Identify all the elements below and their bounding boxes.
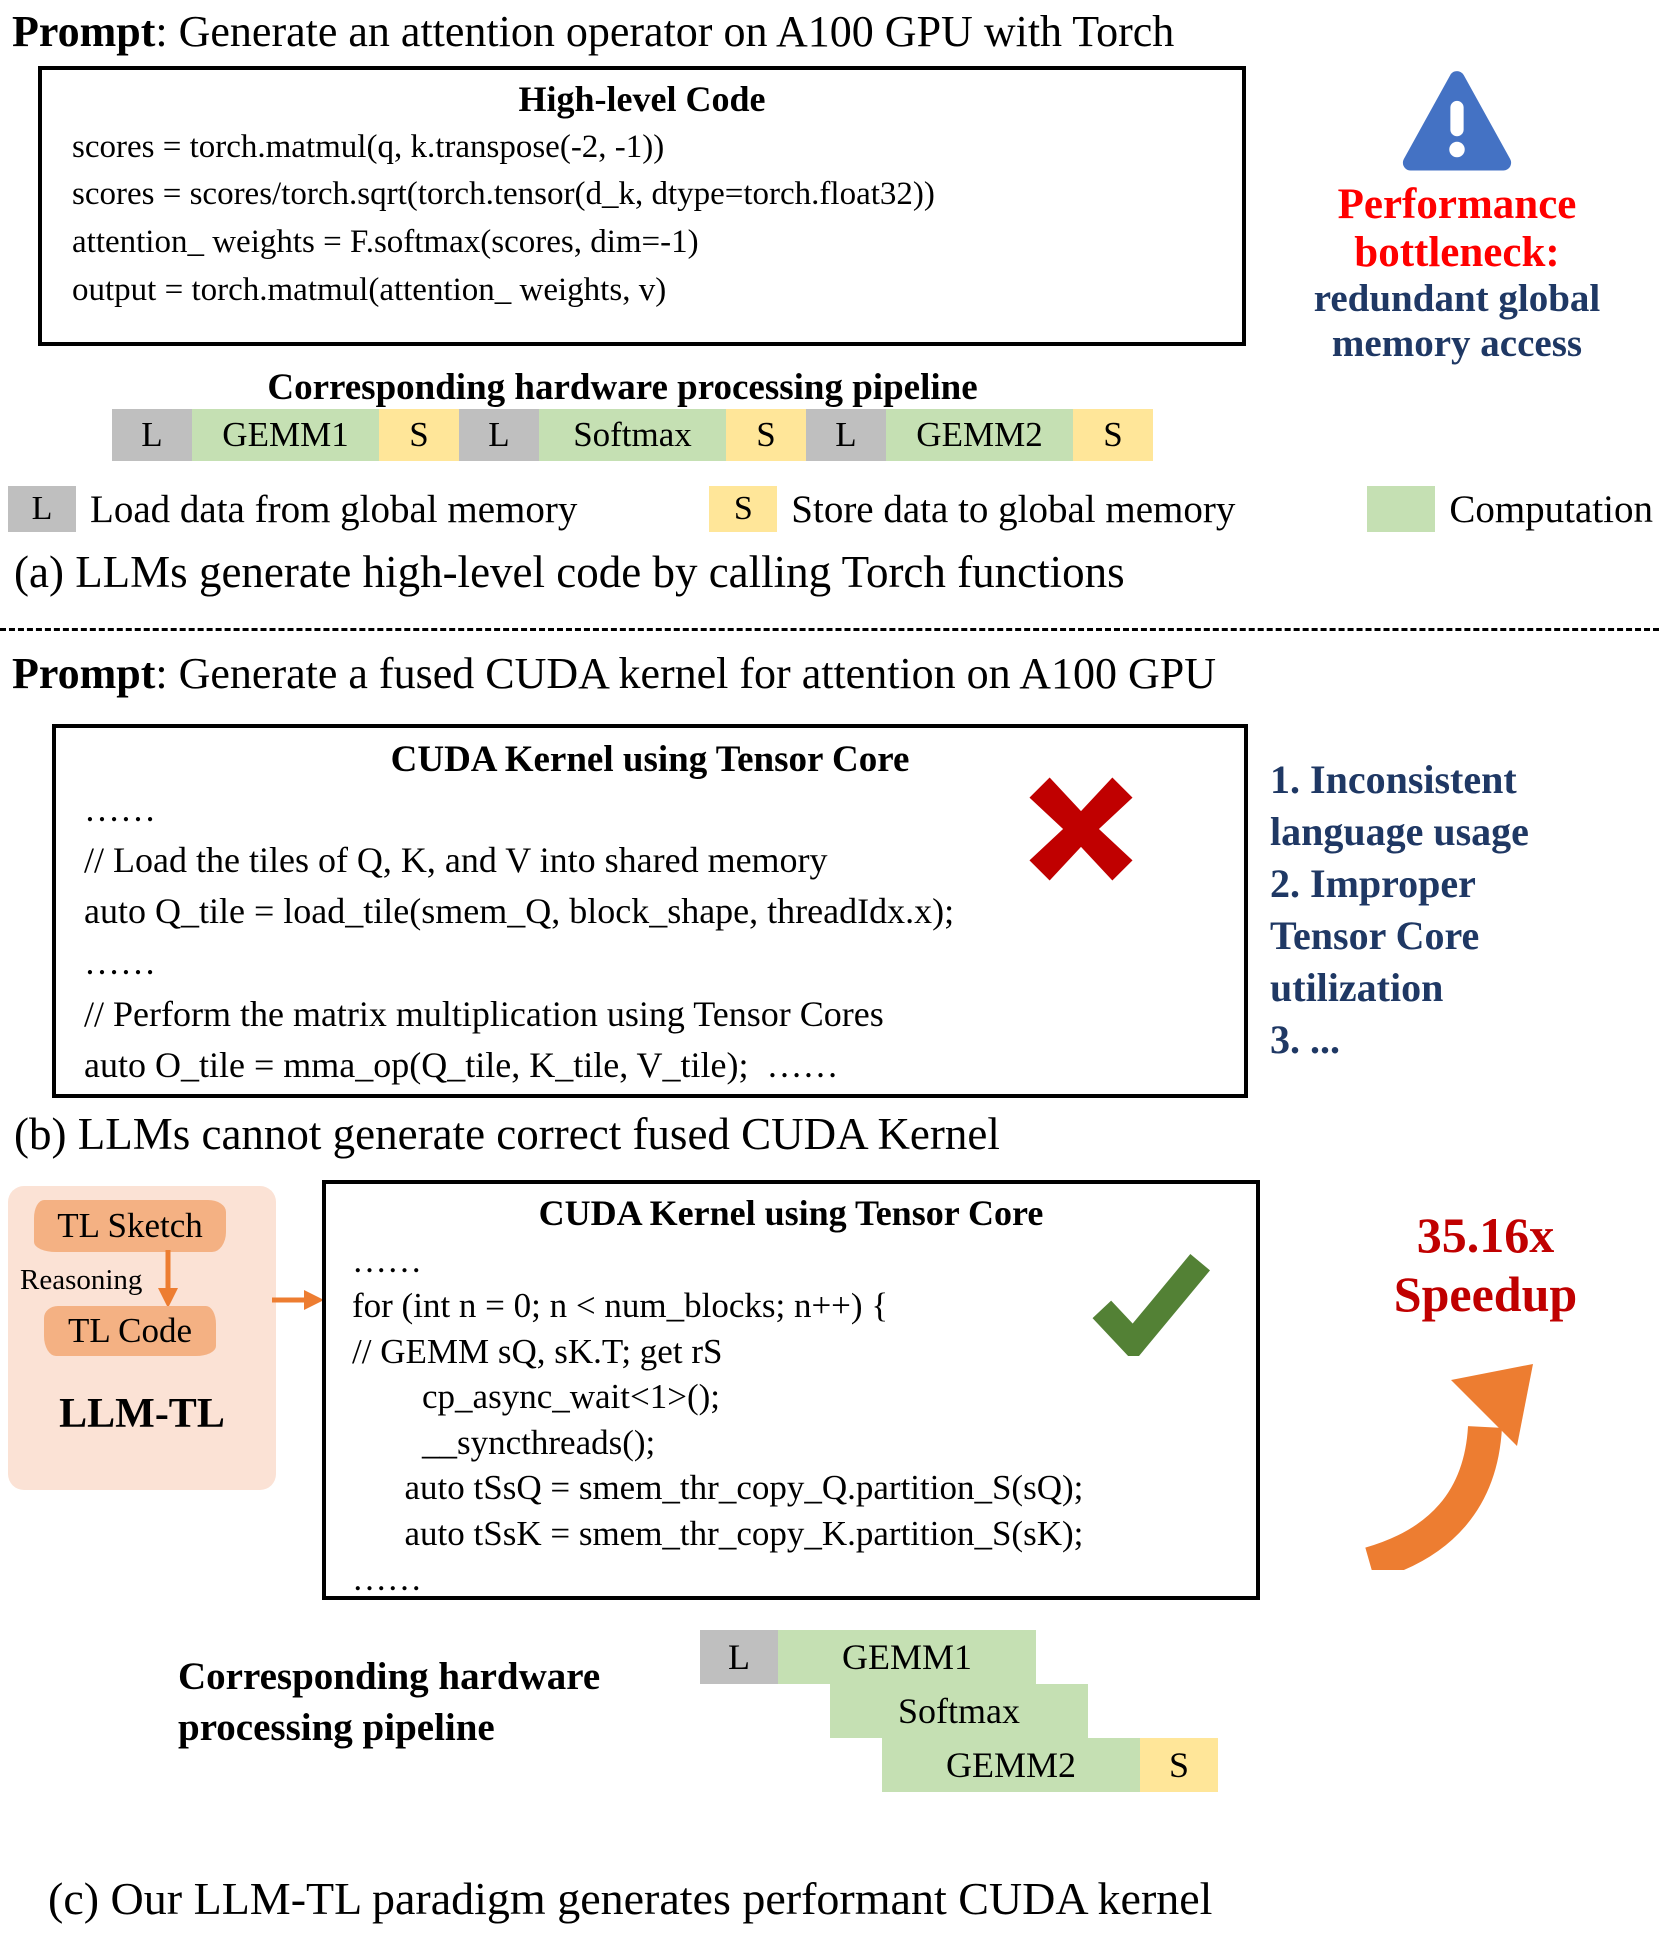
pipeline-legend (8, 486, 1653, 532)
code-line: auto tSsK = smem_thr_copy_K.partition_S(sK); (352, 1513, 1084, 1553)
code-line: // GEMM sQ, sK.T; get rS (352, 1331, 723, 1371)
pipeline-segment: S (726, 409, 806, 461)
code-line: cp_async_wait<1>(); (352, 1377, 720, 1417)
prompt-b-label: Prompt (12, 649, 156, 698)
code-line: auto O_tile = mma_op(Q_tile, K_tile, V_tile); …… (84, 1044, 839, 1085)
pipeline-segment: S (1073, 409, 1153, 461)
legend-load-label: Load data from global memory (90, 487, 578, 531)
warning-subtitle-line: memory access (1331, 321, 1583, 365)
warning-subtitle-line: redundant global (1313, 277, 1601, 321)
prompt-a (12, 6, 1174, 57)
prompt-b-text: : Generate a fused CUDA kernel for attention on A100 GPU (155, 649, 1217, 698)
pipeline-segment: L (700, 1630, 778, 1684)
speedup-word: Speedup (1393, 1266, 1578, 1322)
section-divider (0, 628, 1659, 631)
issue-line: 1. Inconsistent (1270, 757, 1517, 802)
code-line: …… (84, 789, 156, 830)
kernel-issues-list (1270, 754, 1658, 1066)
code-line: …… (352, 1240, 422, 1280)
tl-sketch-label: TL Sketch (34, 1200, 226, 1252)
speedup-annotation (1318, 1206, 1653, 1324)
speedup-value: 35.16x (1416, 1207, 1555, 1263)
llm-tl-panel (8, 1186, 276, 1490)
caption-c: (c) Our LLM-TL paradigm generates performant CUDA kernel (48, 1873, 1213, 1924)
legend-item-compute (1367, 486, 1653, 532)
pipeline-heading-c-line: processing pipeline (178, 1705, 495, 1749)
reasoning-label: Reasoning (20, 1264, 143, 1296)
legend-store-box: S (709, 486, 777, 532)
pipeline-segment: GEMM1 (778, 1630, 1036, 1684)
pipeline-segment: GEMM2 (882, 1738, 1140, 1792)
code-line: __syncthreads(); (352, 1422, 656, 1462)
pipeline-segment: GEMM2 (886, 409, 1073, 461)
legend-compute-box (1367, 486, 1435, 532)
legend-compute-label: Computation (1449, 487, 1653, 531)
pipeline-segment: Softmax (539, 409, 726, 461)
code-line: auto tSsQ = smem_thr_copy_Q.partition_S(sQ); (352, 1468, 1084, 1508)
pipeline-a (112, 409, 1153, 461)
legend-store-label: Store data to global memory (791, 487, 1236, 531)
pipeline-heading-c-line: Corresponding hardware (178, 1655, 601, 1698)
code-line: // Load the tiles of Q, K, and V into shared memory (84, 840, 828, 881)
pipeline-segment: S (1140, 1738, 1218, 1792)
right-arrow-icon (270, 1288, 324, 1312)
pipeline-segment: L (112, 409, 192, 461)
warning-title-line: bottleneck: (1354, 229, 1560, 277)
green-check-icon (1092, 1252, 1210, 1356)
prompt-a-text: : Generate an attention operator on A100 GPU with Torch (155, 7, 1175, 56)
caption-a: (a) LLMs generate high-level code by calling Torch functions (14, 547, 1125, 597)
issue-line: language usage (1270, 809, 1529, 854)
legend-item-store (709, 486, 1235, 532)
tl-code-label: TL Code (44, 1306, 216, 1356)
high-level-code-title: High-level Code (518, 79, 766, 119)
performance-warning (1258, 70, 1656, 366)
pipeline-segment: L (459, 409, 539, 461)
code-line: scores = scores/torch.sqrt(torch.tensor(d_k, dtype=torch.float32)) (72, 176, 935, 213)
code-line: attention_ weights = F.softmax(scores, dim=-1) (72, 224, 699, 261)
issue-line: utilization (1270, 965, 1444, 1010)
issue-line: 2. Improper (1270, 861, 1476, 906)
cuda-kernel-title-c: CUDA Kernel using Tensor Core (538, 1193, 1044, 1233)
code-line: …… (352, 1559, 422, 1599)
issue-line: Tensor Core (1270, 913, 1480, 958)
curved-up-right-arrow-icon (1345, 1342, 1545, 1570)
cuda-kernel-title-b: CUDA Kernel using Tensor Core (390, 739, 910, 780)
code-line: // Perform the matrix multiplication using Tensor Cores (84, 993, 884, 1034)
high-level-code-box (38, 66, 1246, 346)
code-line: auto Q_tile = load_tile(smem_Q, block_shape, threadIdx.x); (84, 891, 955, 932)
caption-b: (b) LLMs cannot generate correct fused CUDA Kernel (14, 1109, 1000, 1159)
legend-item-load (8, 486, 577, 532)
warning-title-line: Performance (1337, 181, 1577, 228)
red-cross-icon (1022, 773, 1140, 885)
code-line: for (int n = 0; n < num_blocks; n++) { (352, 1286, 889, 1326)
pipeline-heading-a: Corresponding hardware processing pipeline (267, 367, 978, 408)
issue-line: 3. ... (1270, 1017, 1340, 1062)
pipeline-segment: L (806, 409, 886, 461)
cuda-kernel-box-c (322, 1180, 1260, 1600)
prompt-a-label: Prompt (12, 7, 156, 56)
pipeline-segment: S (379, 409, 459, 461)
warning-title (1258, 181, 1656, 277)
pipeline-segment: GEMM1 (192, 409, 379, 461)
pipeline-segment: Softmax (830, 1684, 1088, 1738)
pipeline-heading-c (178, 1652, 600, 1753)
llm-tl-name: LLM-TL (59, 1391, 225, 1437)
down-arrow-icon (156, 1248, 180, 1308)
warning-subtitle (1258, 277, 1656, 366)
code-line: output = torch.matmul(attention_ weights, v) (72, 272, 667, 309)
code-line: scores = torch.matmul(q, k.transpose(-2, -1)) (72, 128, 665, 165)
legend-load-box: L (8, 486, 76, 532)
prompt-b (12, 648, 1216, 699)
pipeline-c (0, 1630, 1659, 1800)
warning-triangle-icon (1398, 70, 1516, 176)
code-line: …… (84, 942, 156, 983)
